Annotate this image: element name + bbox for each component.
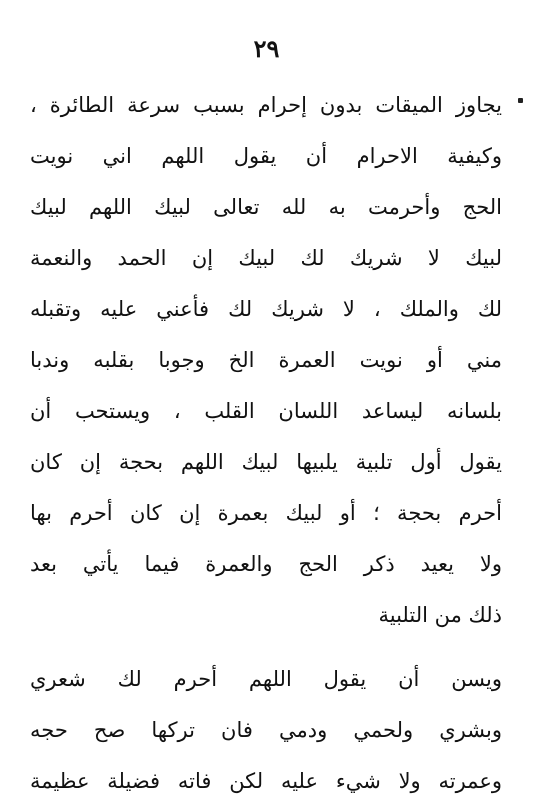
paragraph-1 (30, 80, 502, 641)
text-line: ذلك من التلبية (378, 603, 502, 627)
margin-mark (518, 98, 523, 103)
paragraph-2 (30, 654, 502, 807)
text-line: وعمرته ولا شيء عليه لكن فاته فضيلة عظيمة (30, 769, 502, 793)
text-line: مني أو نويت العمرة الخ وجوبا بقلبه وندبا (30, 348, 502, 372)
text-line: وبشري ولحمي ودمي فان تركها صح حجه (30, 718, 502, 742)
text-line: لك والملك ، لا شريك لك فأعني عليه وتقبله (30, 297, 502, 321)
paragraph-gap (30, 641, 502, 654)
text-line: الحج وأحرمت به لله تعالى لبيك اللهم لبيك (30, 195, 502, 219)
text-line: يقول أول تلبية يلبيها لبيك اللهم بحجة إن كان (30, 450, 502, 474)
text-line: ويسن أن يقول اللهم أحرم لك شعري (30, 667, 502, 691)
text-line: لبيك لا شريك لك لبيك إن الحمد والنعمة (30, 246, 502, 270)
page-text (30, 80, 502, 807)
text-line: يجاوز الميقات بدون إحرام بسبب سرعة الطائرة ، (30, 93, 502, 117)
text-line: وكيفية الاحرام أن يقول اللهم اني نويت (30, 144, 502, 168)
page-number: ٢٩ (253, 34, 280, 63)
text-line: بلسانه ليساعد اللسان القلب ، ويستحب أن (30, 399, 502, 423)
text-line: أحرم بحجة ؛ أو لبيك بعمرة إن كان أحرم بها (30, 501, 502, 525)
text-line: ولا يعيد ذكر الحج والعمرة فيما يأتي بعد (30, 552, 502, 576)
